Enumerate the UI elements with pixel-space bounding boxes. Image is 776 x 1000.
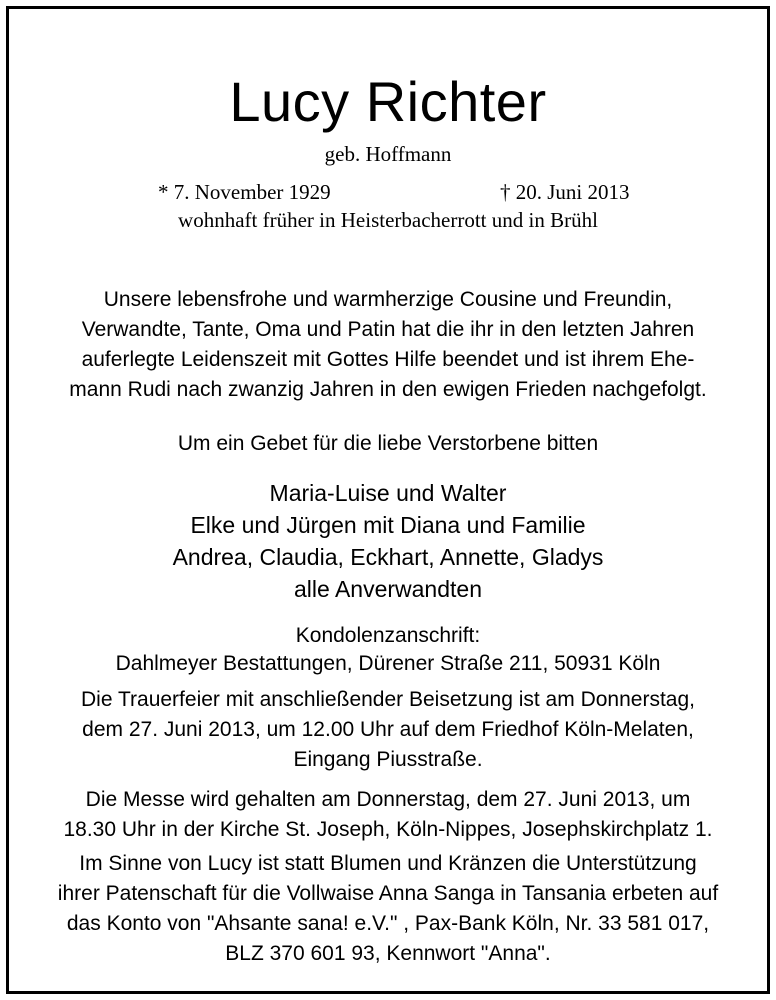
tribute-line: Unsere lebensfrohe und warmherzige Cousine und Freundin,: [103, 288, 673, 311]
donation-line: BLZ 370 601 93, Kennwort "Anna".: [225, 942, 551, 965]
prayer-request: Um ein Gebet für die liebe Verstorbene bitten: [177, 432, 599, 455]
mass-line: 18.30 Uhr in der Kirche St. Joseph, Köln-Nippes, Josephskirchplatz 1.: [63, 818, 713, 841]
condolence-label: Kondolenzanschrift:: [295, 624, 481, 647]
donation-line: Im Sinne von Lucy ist statt Blumen und Kränzen die Unterstützung: [79, 852, 697, 875]
tribute-line: auferlegte Leidenszeit mit Gottes Hilfe beendet und ist ihrem Ehe-: [81, 348, 695, 371]
funeral-line: Die Trauerfeier mit anschließender Beisetzung ist am Donnerstag,: [81, 688, 695, 711]
donation-line: ihrer Patenschaft für die Vollwaise Anna Sanga in Tansania erbeten auf: [57, 882, 719, 905]
funeral-line: dem 27. Juni 2013, um 12.00 Uhr auf dem Friedhof Köln-Melaten,: [82, 718, 694, 741]
life-dates: [20, 178, 756, 206]
residence: wohnhaft früher in Heisterbacherrott und in Brühl: [178, 208, 598, 232]
donation-line: das Konto von "Ahsante sana! e.V." , Pax-Bank Köln, Nr. 33 581 017,: [66, 912, 710, 935]
mass-line: Die Messe wird gehalten am Donnerstag, dem 27. Juni 2013, um: [85, 788, 691, 811]
birth-date: * 7. November 1929: [158, 180, 331, 204]
maiden-name: geb. Hoffmann: [324, 142, 452, 166]
death-date: † 20. Juni 2013: [500, 180, 630, 204]
deceased-name: Lucy Richter: [229, 70, 547, 133]
mourner-line: alle Anverwandten: [294, 576, 482, 602]
mourner-line: Maria-Luise und Walter: [269, 480, 507, 506]
funeral-line: Eingang Piusstraße.: [293, 748, 483, 771]
mourner-line: Andrea, Claudia, Eckhart, Annette, Gladys: [172, 544, 604, 570]
mourner-line: Elke und Jürgen mit Diana und Familie: [190, 512, 586, 538]
condolence-address: Dahlmeyer Bestattungen, Dürener Straße 211, 50931 Köln: [115, 652, 661, 675]
tribute-line: Verwandte, Tante, Oma und Patin hat die ihr in den letzten Jahren: [81, 318, 695, 341]
tribute-line: mann Rudi nach zwanzig Jahren in den ewigen Frieden nachgefolgt.: [69, 378, 707, 401]
